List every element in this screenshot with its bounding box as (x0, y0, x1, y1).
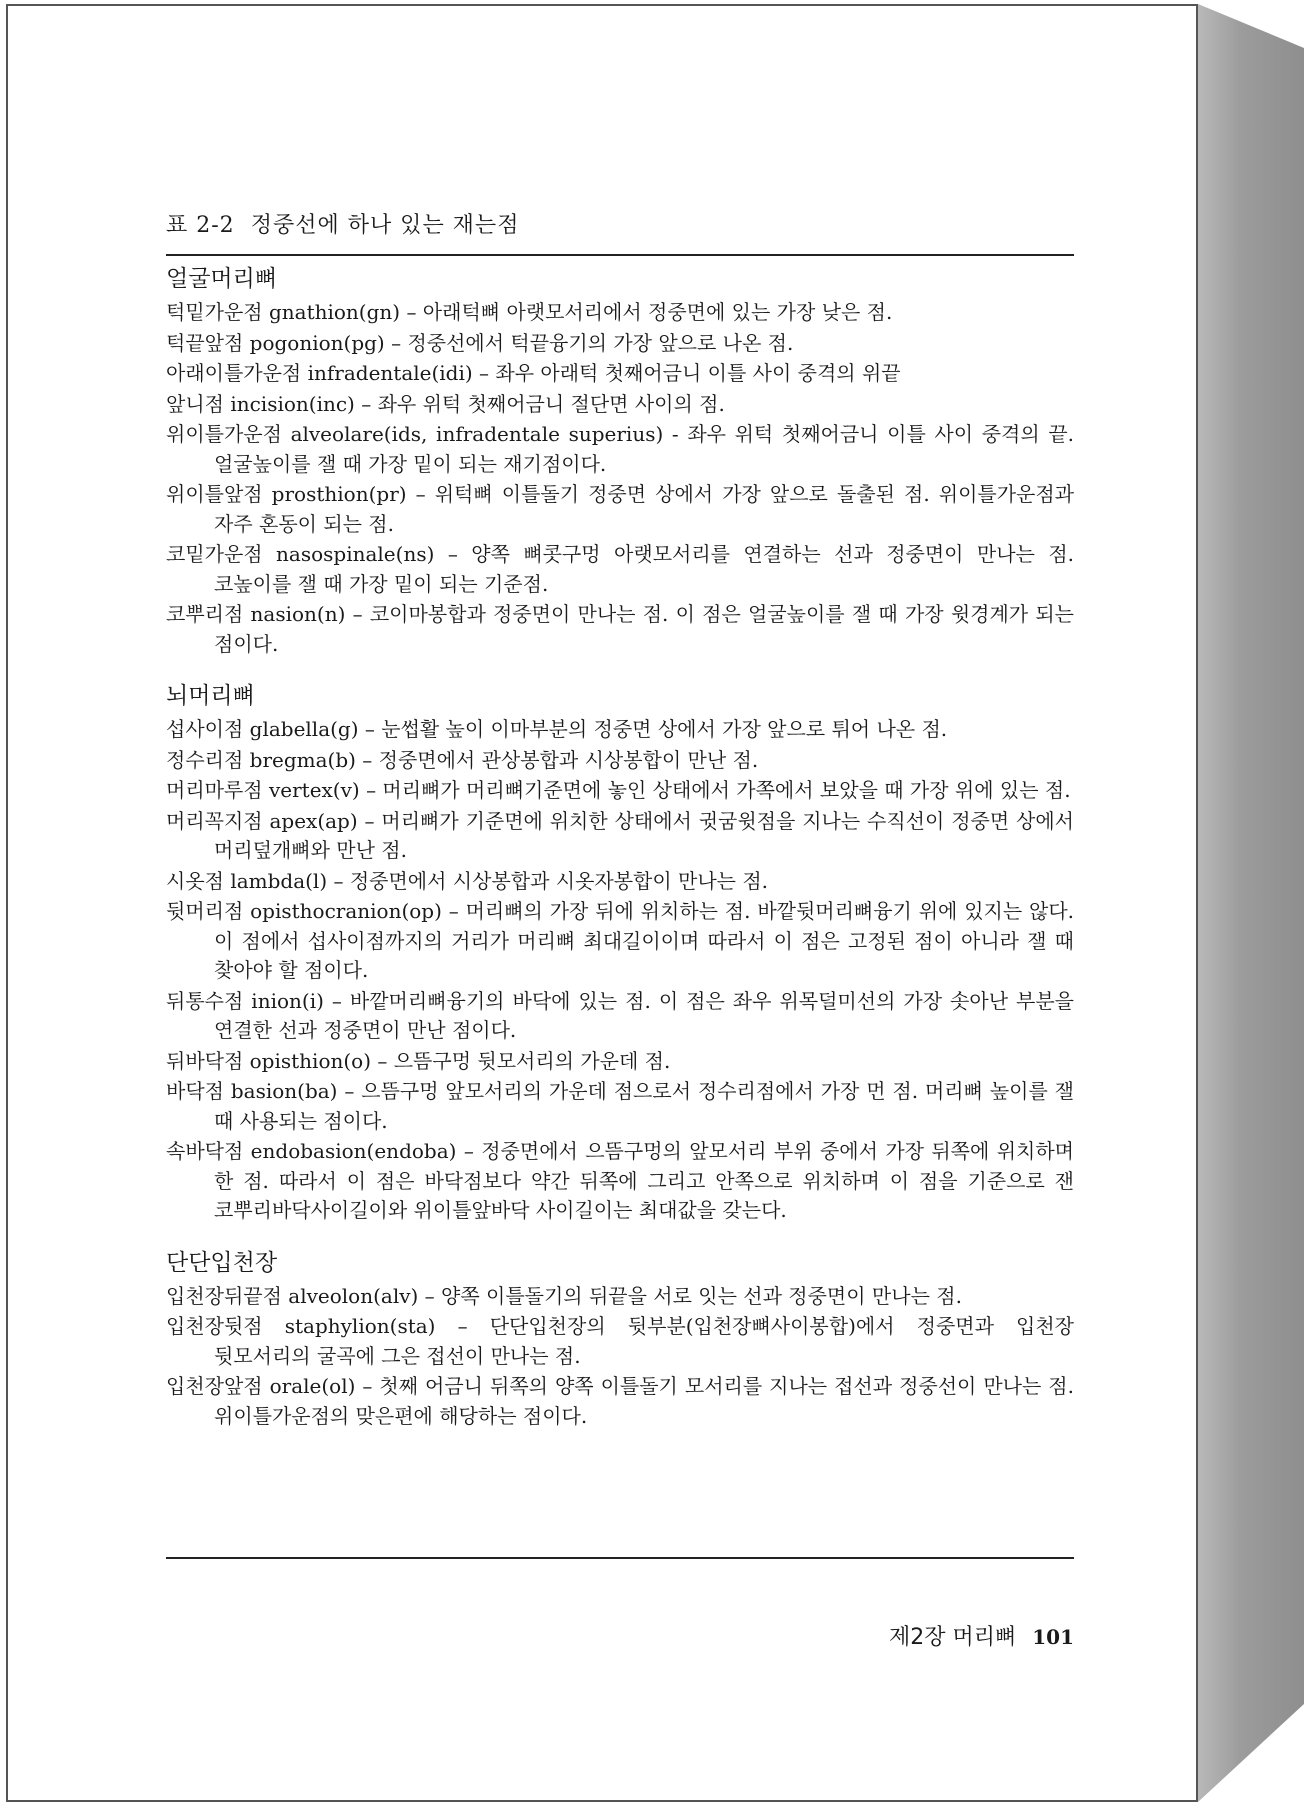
list-item: 턱밑가운점 gnathion(gn) – 아래턱뼈 아랫모서리에서 정중면에 있는 가장 낮은 점. (166, 300, 893, 324)
list-item: 입천장뒷점 staphylion(sta) – 단단입천장의 뒷부분(입천장뼈사이봉합)에서 정중면과 입천장 뒷모서리의 굴곡에 그은 접선이 만나는 점. (166, 1314, 1074, 1368)
table-body (166, 262, 1074, 1432)
list-item: 속바닥점 endobasion(endoba) – 정중면에서 으뜸구멍의 앞모서리 부위 중에서 가장 뒤쪽에 위치하며 한 점. 따라서 이 점은 바닥점보다 약간 뒤쪽에 그리고 안쪽으로 위치하며 이 점을 기준으로 잰 코뿌리바닥사이길이와 위이틀앞바닥 사이길이는 최대값을 갖는다. (166, 1139, 1074, 1222)
list-item: 위이틀가운점 alveolare(ids, infradentale superius) - 좌우 위턱 첫째어금니 이틀 사이 중격의 끝. 얼굴높이를 잴 때 가장 밑이 되는 재기점이다. (166, 422, 1074, 476)
table-top-rule (166, 254, 1074, 256)
list-item: 입천장앞점 orale(ol) – 첫째 어금니 뒤쪽의 양쪽 이틀돌기 모서리를 지나는 접선과 정중선이 만나는 점. 위이틀가운점의 맞은편에 해당하는 점이다. (166, 1374, 1074, 1428)
list-item: 머리마루점 vertex(v) – 머리뼈가 머리뼈기준면에 놓인 상태에서 가쪽에서 보았을 때 가장 위에 있는 점. (166, 778, 1071, 802)
section-neurocranium (166, 679, 1074, 1226)
list-item: 코밑가운점 nasospinale(ns) – 양쪽 뼈콧구멍 아랫모서리를 연결하는 선과 정중면이 만나는 점. 코높이를 잴 때 가장 밑이 되는 기준점. (166, 542, 1074, 596)
table-caption (166, 208, 1074, 239)
book-side-edge (1198, 4, 1304, 1802)
list-item: 뒷머리점 opisthocranion(op) – 머리뼈의 가장 뒤에 위치하는 점. 바깥뒷머리뼈융기 위에 있지는 않다. 이 점에서 섭사이점까지의 거리가 머리뼈 최대길이이며 따라서 이 점은 고정된 점이 아니라 잴 때 찾아야 할 점이다. (166, 899, 1074, 982)
section-title: 뇌머리뼈 (166, 683, 255, 709)
table-title: 정중선에 하나 있는 재는점 (250, 213, 520, 238)
list-item: 뒤바닥점 opisthion(o) – 으뜸구멍 뒷모서리의 가운데 점. (166, 1048, 671, 1073)
list-item: 앞니점 incision(inc) – 좌우 위턱 첫째어금니 절단면 사이의 점. (166, 391, 725, 416)
section-facial-skull (166, 262, 1074, 659)
list-item: 뒤통수점 inion(i) – 바깥머리뼈융기의 바닥에 있는 점. 이 점은 좌우 위목덜미선의 가장 솟아난 부분을 연결한 선과 정중면이 만난 점이다. (166, 988, 1074, 1042)
table-bottom-rule (166, 1557, 1074, 1559)
page-footer (700, 1620, 1074, 1651)
list-item: 아래이틀가운점 infradentale(idi) – 좌우 아래턱 첫째어금니 이틀 사이 중격의 위끝 (166, 361, 901, 385)
list-item: 정수리점 bregma(b) – 정중면에서 관상봉합과 시상봉합이 만난 점. (166, 747, 759, 772)
list-item: 섭사이점 glabella(g) – 눈썹활 높이 이마부분의 정중면 상에서 가장 앞으로 튀어 나온 점. (166, 717, 948, 741)
table-label: 표 2-2 (166, 213, 235, 238)
list-item: 코뿌리점 nasion(n) – 코이마봉합과 정중면이 만나는 점. 이 점은 얼굴높이를 잴 때 가장 윗경계가 되는 점이다. (166, 602, 1074, 656)
list-item: 턱끝앞점 pogonion(pg) – 정중선에서 턱끝융기의 가장 앞으로 나온 점. (166, 330, 794, 355)
list-item: 입천장뒤끝점 alveolon(alv) – 양쪽 이틀돌기의 뒤끝을 서로 잇는 선과 정중면이 만나는 점. (166, 1283, 962, 1308)
section-hard-palate (166, 1246, 1074, 1432)
list-item: 바닥점 basion(ba) – 으뜸구멍 앞모서리의 가운데 점으로서 정수리점에서 가장 먼 점. 머리뼈 높이를 잴 때 사용되는 점이다. (166, 1079, 1074, 1133)
section-title: 단단입천장 (166, 1249, 278, 1276)
list-item: 머리꼭지점 apex(ap) – 머리뼈가 기준면에 위치한 상태에서 귓굼윗점을 지나는 수직선이 정중면 상에서 머리덮개뼈와 만난 점. (166, 808, 1074, 862)
list-item: 시옷점 lambda(l) – 정중면에서 시상봉합과 시옷자봉합이 만나는 점. (166, 868, 769, 893)
chapter-title: 제2장 머리뼈 (888, 1625, 1017, 1650)
list-item: 위이틀앞점 prosthion(pr) – 위턱뼈 이틀돌기 정중면 상에서 가장 앞으로 돌출된 점. 위이틀가운점과 자주 혼동이 되는 점. (166, 482, 1074, 536)
section-title: 얼굴머리뼈 (166, 266, 278, 292)
page-number: 101 (1032, 1625, 1074, 1649)
